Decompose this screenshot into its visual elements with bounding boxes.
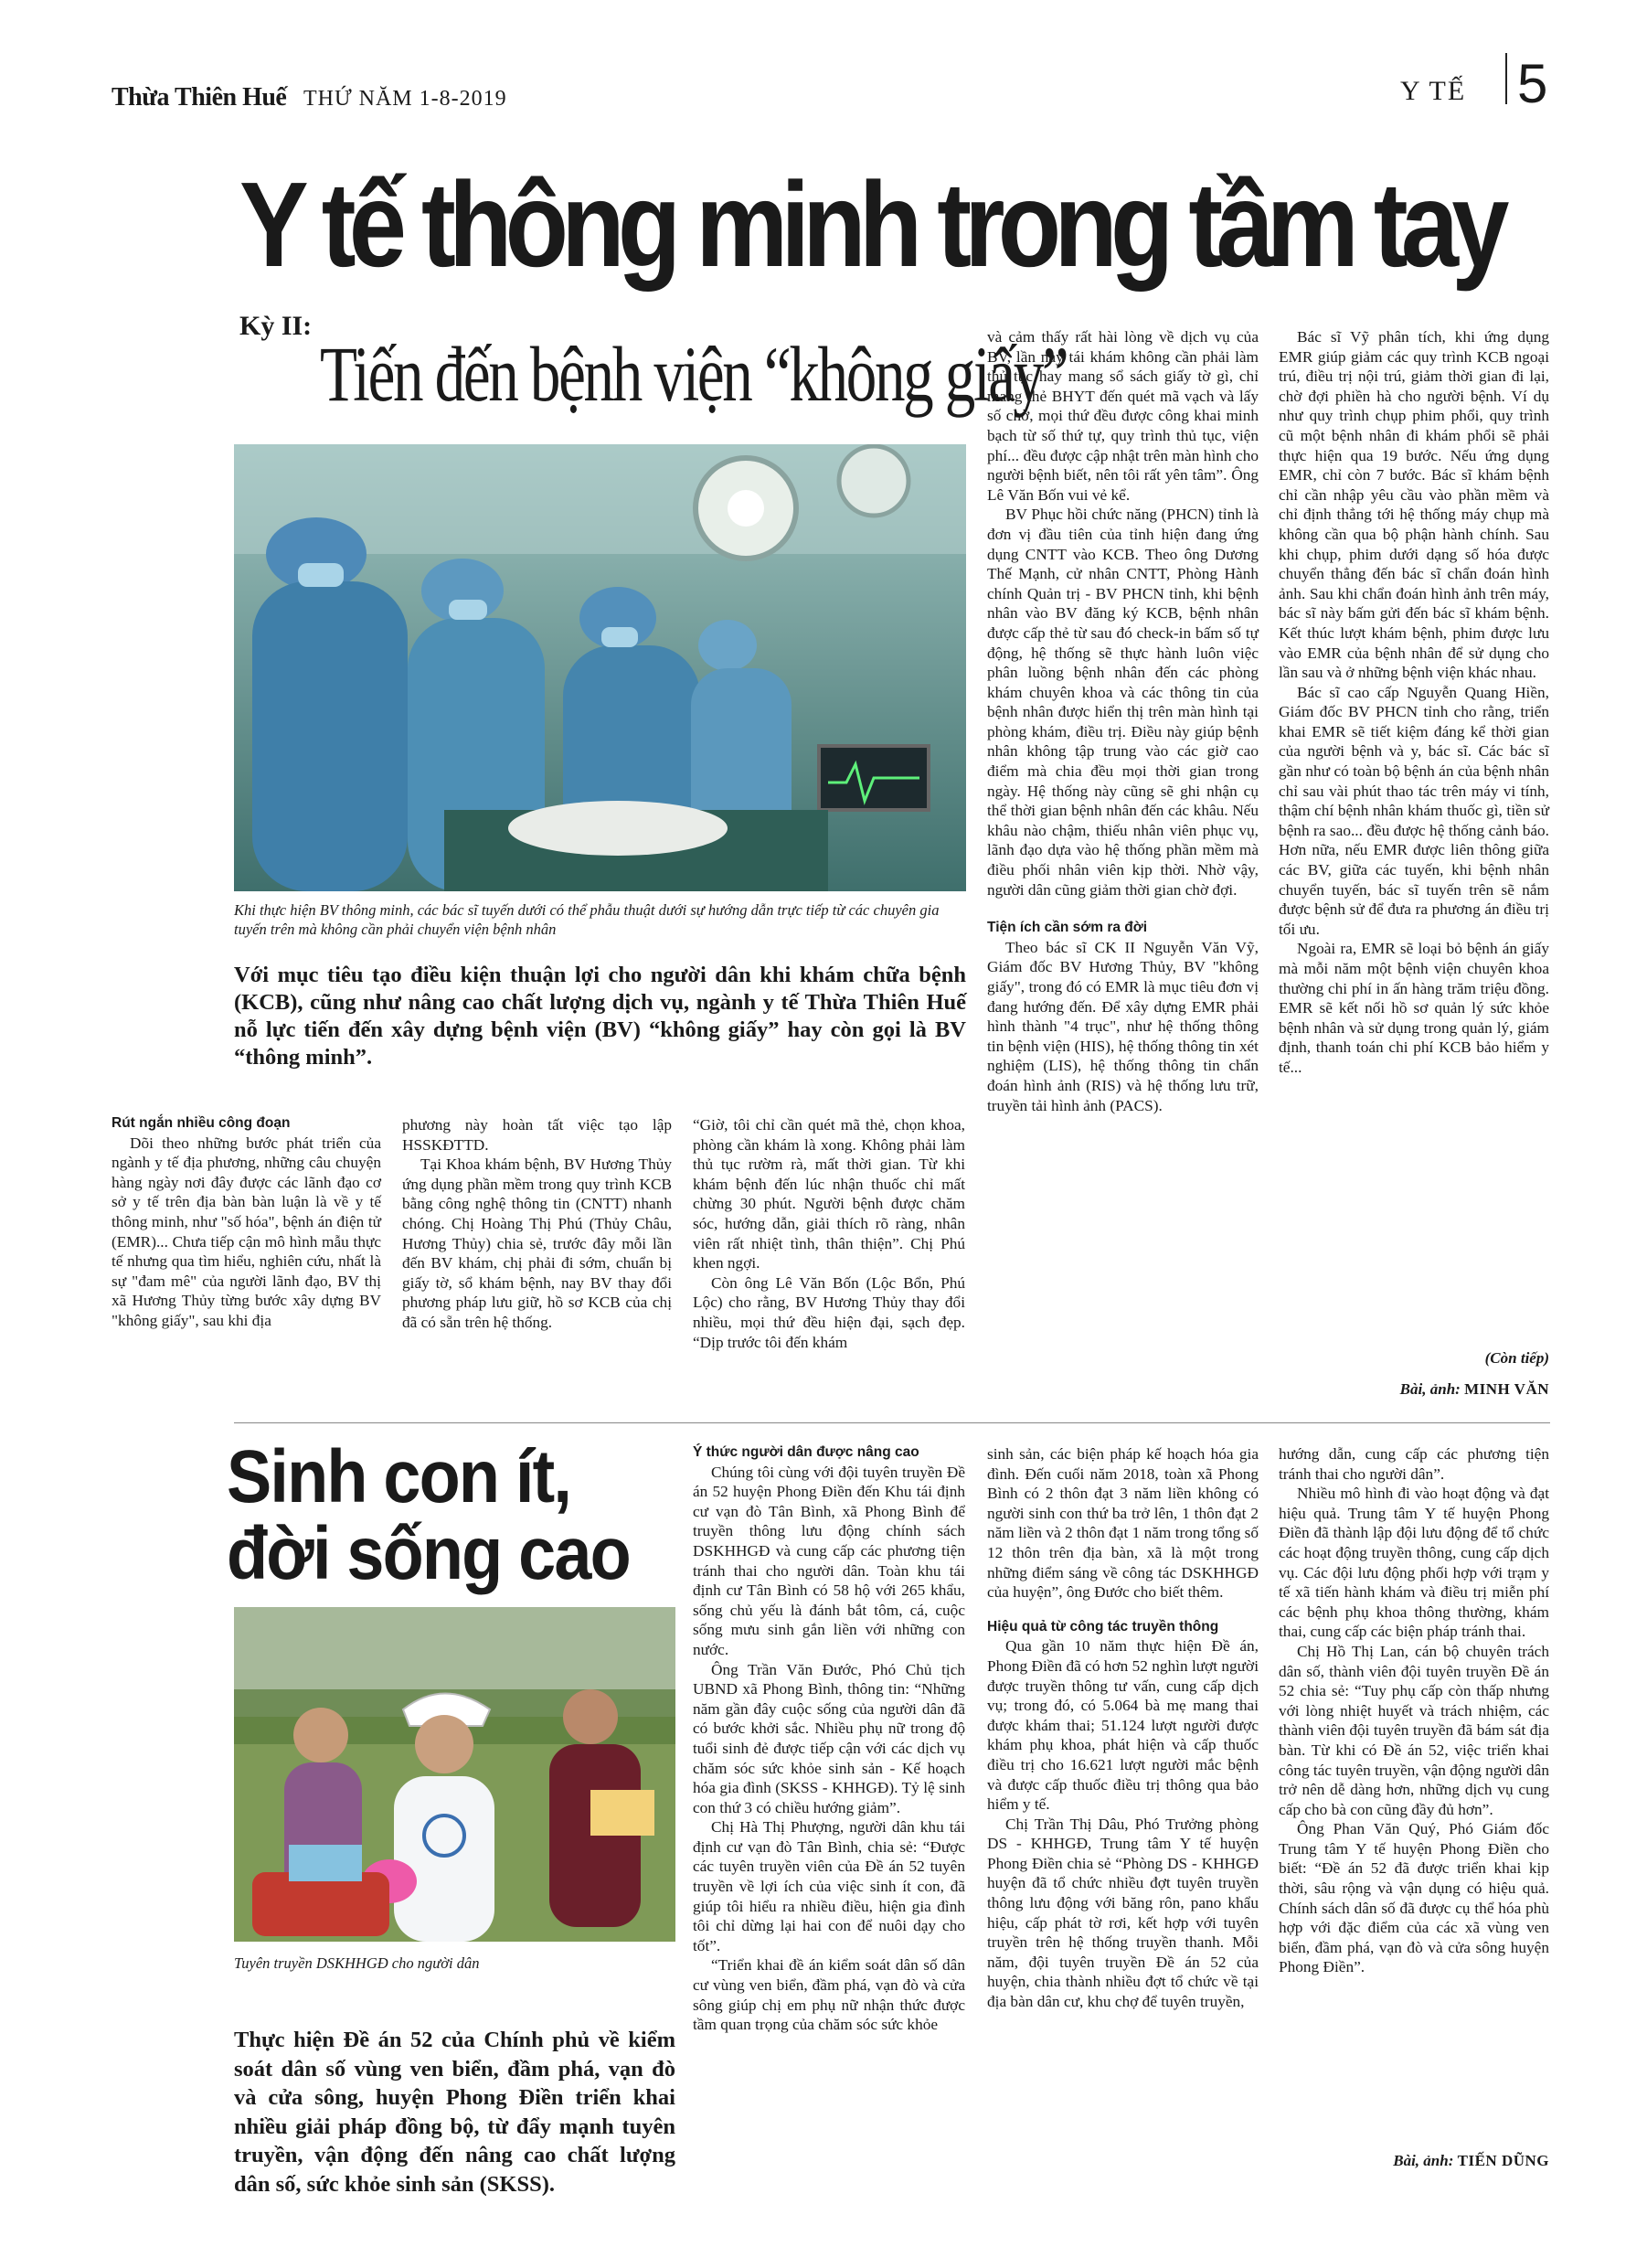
article2-paragraph: Chị Hồ Thị Lan, cán bộ chuyên trách dân số, thành viên đội tuyên truyền Đề án 52 chia sẻ: “Tuy phụ cấp còn thấp nhưng với lòng nhiệt huyết và trách nhiệm, các thành viên đội tuyên truyền đã bám sát địa bàn. Từ khi có Đề án 52, việc triển khai công tác tuyên truyền, vận động người dân trở nên dễ dàng hơn, những dịch vụ cung cấp cho bà con cũng đầy đủ hơn”. — [1279, 1642, 1549, 1818]
article1-photo — [234, 444, 966, 891]
article2-subhead-2: Hiệu quả từ công tác truyền thông — [987, 1618, 1219, 1634]
byline-prefix: Bài, ảnh: — [1399, 1380, 1461, 1398]
article2-byline — [1279, 2152, 1549, 2170]
article1-paragraph: “Giờ, tôi chỉ cần quét mã thẻ, chọn khoa, phòng cần khám là xong. Không phải làm thủ tục rườm rà, mất thời gian. Từ khi khám bệnh đến lúc nhận thuốc chỉ mất chừng 30 phút. Người bệnh được chăm sóc, hướng dẫn, giải thích rõ ràng, nhân viên rất nhiệt tình, thân thiện”. Chị Phú khen ngợi. — [693, 1116, 965, 1272]
byline-prefix: Bài, ảnh: — [1393, 2152, 1454, 2169]
article1-paragraph: Còn ông Lê Văn Bốn (Lộc Bổn, Phú Lộc) cho rằng, BV Hương Thủy thay đổi nhiều, mọi thứ đều hiện đại, sạch đẹp. “Dịp trước tôi đến khám — [693, 1273, 965, 1351]
article1-paragraph: Bác sĩ cao cấp Nguyễn Quang Hiền, Giám đốc BV PHCN tỉnh cho rằng, triển khai EMR sẽ tiết kiệm đáng kể thời gian của người bệnh và y, bác sĩ. Các bác sĩ gần như có toàn bộ bệnh án của bệnh nhân chỉ sau vài phút thao tác trên máy vi tính, thậm chí bệnh nhân khám thuốc gì, tiền sử bệnh ra sao... đều được hệ thống cảnh báo. Hơn nữa, nếu EMR được liên thông giữa các BV, giữa các tuyến, khi bệnh nhân chuyển tuyến, bác sĩ tuyến trên sẽ nắm được bệnh sử để đưa ra phương án điều trị tối ưu. — [1279, 683, 1549, 938]
article1-column-3 — [693, 1115, 965, 1352]
article1-paragraph: Theo bác sĩ CK II Nguyễn Văn Vỹ, Giám đốc BV Hương Thủy, BV "không giấy", trong đó có EMR là mục tiêu đơn vị đang hướng đến. Để xây dựng EMR phải hình thành "4 trục", như hệ thống thông tin bệnh viện (HIS), hệ thống thông tin xét nghiệm (LIS), hệ thống thông tin chẩn đoán hình ảnh (RIS) và hệ thống lưu trữ, truyền tải hình ảnh (PACS). — [987, 938, 1259, 1114]
page-number: 5 — [1517, 53, 1548, 114]
article2-paragraph: Chị Trần Thị Dâu, Phó Trưởng phòng DS - KHHGĐ, Trung tâm Y tế huyện Phong Điền chia sẻ “Phòng DS - KHHGĐ huyện đã tổ chức nhiều đợt tuyên truyền thông lưu động với băng rôn, pano khẩu hiệu, cấp phát tờ rơi, kết hợp với tuyên truyền trên hệ thống truyền thanh. Mỗi năm, đội tuyên truyền Đề án 52 của huyện, chia thành nhiều đợt tổ chức về tại địa bàn dân cư, khu chợ để tuyên truyền, — [987, 1815, 1259, 2011]
article2-column-2 — [987, 1444, 1259, 2012]
article2-paragraph: “Triển khai đề án kiểm soát dân số dân cư vùng ven biển, đầm phá, vạn đò và cửa sông giúp chị em phụ nữ nhận thức được tầm quan trọng của chăm sóc sức khỏe — [693, 1956, 965, 2034]
byline-author: TIẾN DŨNG — [1457, 2152, 1549, 2169]
article1-paragraph: và cảm thấy rất hài lòng về dịch vụ của BV, lần này tái khám không cần phải làm thủ tục hay mang sổ sách giấy tờ gì, chỉ mang thẻ BHYT đến quét mã vạch và lấy số chờ, mọi thứ đều được công khai minh bạch từ số thứ tự, quy trình thủ tục, viện phí... đều được cập nhật trên màn hình cho người bệnh biết, nên tôi rất yên tâm”. Ông Lê Văn Bốn vui vẻ kể. — [987, 328, 1259, 504]
article1-kicker: Kỳ II: — [239, 311, 313, 341]
article2-column-1 — [693, 1443, 965, 2035]
article1-column-5 — [1279, 327, 1549, 1078]
article1-column-1 — [112, 1113, 381, 1331]
article1-continued: (Còn tiếp) — [1484, 1349, 1549, 1367]
article1-subhead-1: Rút ngắn nhiều công đoạn — [112, 1115, 291, 1131]
issue-date: THỨ NĂM 1-8-2019 — [303, 87, 507, 111]
article1-paragraph: phương này hoàn tất việc tạo lập HSSKĐTTD. — [402, 1116, 672, 1154]
article-divider — [234, 1422, 1550, 1423]
article2-column-3 — [1279, 1444, 1549, 1977]
article2-paragraph: hướng dẫn, cung cấp các phương tiện tránh thai cho người dân”. — [1279, 1445, 1549, 1483]
article1-column-2 — [402, 1115, 672, 1333]
article2-paragraph: Chúng tôi cùng với đội tuyên truyền Đề án 52 huyện Phong Điền đến Khu tái định cư vạn đò Tân Bình, xã Phong Bình để truyền thông lưu động chính sách DSKHHGĐ và cung cấp các phương tiện tránh thai cho người dân. Toàn khu tái định cư Tân Bình có 58 hộ với 265 khẩu, sống chủ yếu là đánh bắt tôm, cá, cuộc sống mưu sinh gắn liền với những con nước. — [693, 1463, 965, 1658]
article2-photo — [234, 1607, 675, 1942]
article2-paragraph: Ông Phan Văn Quý, Phó Giám đốc Trung tâm Y tế huyện Phong Điền cho biết: “Đề án 52 đã được triển khai kịp thời, sâu rộng và vận dụng có hiệu quả. Chính sách dân số đã được cụ thể hóa phù hợp với đặc điểm của các xã vùng ven biển, đầm phá, vạn đò và cửa sông huyện Phong Điền”. — [1279, 1820, 1549, 1976]
article1-photo-caption: Khi thực hiện BV thông minh, các bác sĩ tuyến dưới có thể phẫu thuật dưới sự hướng dẫn trực tiếp từ các chuyên gia tuyến trên mà không cần phải chuyển viện bệnh nhân — [234, 901, 940, 938]
surgery-illustration — [234, 444, 966, 891]
article2-paragraph: Chị Hà Thị Phượng, người dân khu tái định cư vạn đò Tân Bình, chia sẻ: “Được các tuyên truyền viên của Đề án 52 tuyên truyền về lợi ích của việc sinh ít con, đã giúp tôi hiểu ra nhiều điều, hiện gia đình tôi chỉ dừng lại hai con để nuôi dạy cho tốt”. — [693, 1818, 965, 1954]
article1-column-4 — [987, 327, 1259, 1115]
article1-paragraph: Tại Khoa khám bệnh, BV Hương Thủy ứng dụng phần mềm trong quy trình KCB bằng công nghệ thông tin (CNTT) nhanh chóng. Chị Hoàng Thị Phú (Thủy Châu, Hương Thủy) chia sẻ, trước đây mỗi lần đến BV khám, chị phải đi sớm, chuẩn bị giấy tờ, sổ khám bệnh, nay BV thay đổi phương pháp lưu giữ, hồ sơ KCB của chị đã có sẵn trên hệ thống. — [402, 1155, 672, 1331]
article2-paragraph: Ông Trần Văn Đước, Phó Chủ tịch UBND xã Phong Bình, thông tin: “Những năm gần đây cuộc sống của người dân đã có bước khởi sắc. Nhiều phụ nữ trong độ tuổi sinh đẻ được tiếp cận với các dịch vụ chăm sóc sức khỏe sinh sản - Kế hoạch hóa gia đình (SKSS - KHHGĐ). Tỷ lệ sinh con thứ 3 có chiều hướng giảm”. — [693, 1660, 965, 1816]
header-divider — [1505, 53, 1507, 104]
masthead: Thừa Thiên Huế — [112, 83, 287, 112]
article2-paragraph: sinh sản, các biện pháp kế hoạch hóa gia đình. Đến cuối năm 2018, toàn xã Phong Bình có 2 thôn đạt 3 năm liền không có người sinh con thứ ba trở lên, 1 thôn đạt 2 năm liền và 2 thôn đạt 1 năm trong tổng số 12 thôn trên địa bàn, xã là một trong những điểm sáng về công tác DSKHHGĐ của huyện”, ông Đước cho biết thêm. — [987, 1445, 1259, 1602]
article1-headline: Y tế thông minh trong tầm tay — [239, 157, 1503, 292]
article1-subheadline: Tiến đến bệnh viện “không giấy” — [320, 330, 1068, 418]
article2-headline-line-2: đời sống cao — [227, 1511, 630, 1595]
article2-paragraph: Nhiều mô hình đi vào hoạt động và đạt hiệu quả. Trung tâm Y tế huyện Phong Điền đã thành lập đội lưu động để tổ chức các hoạt động truyền thông, cung cấp dịch vụ. Các đội lưu động phối hợp với trạm y tế xã tiến hành khám và điều trị miễn phí các bệnh phụ khoa thông thường, khám thai, cung cấp các biện pháp tránh thai. — [1279, 1485, 1549, 1641]
article1-lead: Với mục tiêu tạo điều kiện thuận lợi cho người dân khi khám chữa bệnh (KCB), cũng như nâng cao chất lượng dịch vụ, ngành y tế Thừa Thiên Huế nỗ lực tiến đến xây dựng bệnh viện (BV) “không giấy” hay còn gọi là BV “thông minh”. — [234, 963, 966, 1070]
article2-lead: Thực hiện Đề án 52 của Chính phủ về kiểm soát dân số vùng ven biển, đầm phá, vạn đò và cửa sông, huyện Phong Điền triển khai nhiều giải pháp đồng bộ, từ đẩy mạnh tuyên truyền, vận động đến nâng cao chất lượng dân số, sức khỏe sinh sản (SKSS). — [234, 2028, 675, 2197]
article1-paragraph: Ngoài ra, EMR sẽ loại bỏ bệnh án giấy mà mỗi năm một bệnh viện chuyên khoa thường chi phí in ấn hàng trăm triệu đồng. EMR sẽ kết nối hồ sơ quản lý sức khỏe bệnh nhân và sử dụng trong quản lý, giám định, thanh toán chi phí KCB bảo hiểm y tế... — [1279, 940, 1549, 1076]
article1-byline — [1279, 1380, 1549, 1399]
outreach-illustration — [234, 1607, 675, 1942]
article1-paragraph: Bác sĩ Vỹ phân tích, khi ứng dụng EMR giúp giảm các quy trình KCB ngoại trú, điều trị nội trú, giảm thời gian đi lại, chờ đợi phiền hà cho người bệnh. Ví dụ như quy trình chụp phim phổi, quy trình cũ một bệnh nhân đi khám phổi sẽ phải thực hiện qua 19 bước. Nếu ứng dụng EMR, chỉ còn 7 bước. Bác sĩ khám bệnh chỉ cần nhập yêu cầu vào phần mềm và chỉ định thẳng tới hệ thống máy chụp mà không cần qua bộ phận hành chính. Sau khi chụp, phim dưới dạng số hóa được chuyển thẳng đến bác sĩ chẩn đoán hình ảnh. Sau khi chẩn đoán hình ảnh trên máy, bác sĩ này bấm gửi đến bác sĩ khám bệnh. Kết thúc lượt khám bệnh, phim được lưu vào EMR của bệnh nhân để sử dụng cho lần sau và ở những bệnh viện khác nhau. — [1279, 328, 1549, 682]
article1-subhead-2: Tiện ích cần sớm ra đời — [987, 920, 1148, 936]
section-name: Y TẾ — [1400, 76, 1467, 106]
article1-paragraph: BV Phục hồi chức năng (PHCN) tỉnh là đơn vị đầu tiên của tỉnh hiện đang ứng dụng CNTT vào KCB. Theo ông Dương Thế Mạnh, cử nhân CNTT, Phòng Hành chính Quản trị - BV PHCN tỉnh, khi bệnh nhân vào BV đăng ký KCB, bệnh nhân được cấp thẻ từ sau đó check-in bấm số tự động, hệ thống sẽ thực hành luôn việc phân luồng bệnh nhân đến các phòng khám chuyên khoa và các thông tin của bệnh nhân được hiển thị trên màn hình tại phòng khám, điều trị. Điều này giúp bệnh nhân không tập trung vào các giờ cao điểm mà chia đều mọi thời gian trong ngày. Hệ thống này cũng sẽ ghi nhận cụ thể thời gian bệnh nhân đến các khâu. Nếu khâu nào chậm, thiếu nhân viên phục vụ, lãnh đạo dựa vào hệ thống phần mềm mà điều phối nhân viên kịp thời. Nhờ vậy, người dân cũng giảm thời gian chờ đợi. — [987, 506, 1259, 899]
article2-subhead-1: Ý thức người dân được nâng cao — [693, 1444, 919, 1460]
article2-headline — [227, 1435, 671, 1595]
article2-photo-caption: Tuyên truyền DSKHHGĐ cho người dân — [234, 1954, 480, 1972]
byline-author: MINH VĂN — [1464, 1380, 1549, 1398]
article2-paragraph: Qua gần 10 năm thực hiện Đề án, Phong Điền đã có hơn 52 nghìn lượt người được truyền thông tư vấn, cung cấp dịch vụ; trong đó, có 5.064 bà mẹ mang thai được khám thai; 51.124 lượt người được khám phụ khoa, phát hiện và cấp thuốc điều trị cho 16.621 lượt người mắc bệnh và được cấp thuốc điều trị thông qua bảo hiểm y tế. — [987, 1637, 1259, 1814]
article1-paragraph: Dõi theo những bước phát triển của ngành y tế địa phương, những câu chuyện hàng ngày nơi đây được các lãnh đạo cơ sở y tế trên địa bàn bàn luận là về y tế thông minh, như "số hóa", bệnh án điện tử (EMR)... Chưa tiếp cận mô hình mẫu thực tế nhưng qua tìm hiểu, nghiên cứu, nhất là sự "đam mê" của người lãnh đạo, BV thị xã Hương Thủy từng bước xây dựng BV "không giấy", sau khi địa — [112, 1134, 381, 1329]
article2-headline-line-1: Sinh con ít, — [227, 1435, 571, 1518]
